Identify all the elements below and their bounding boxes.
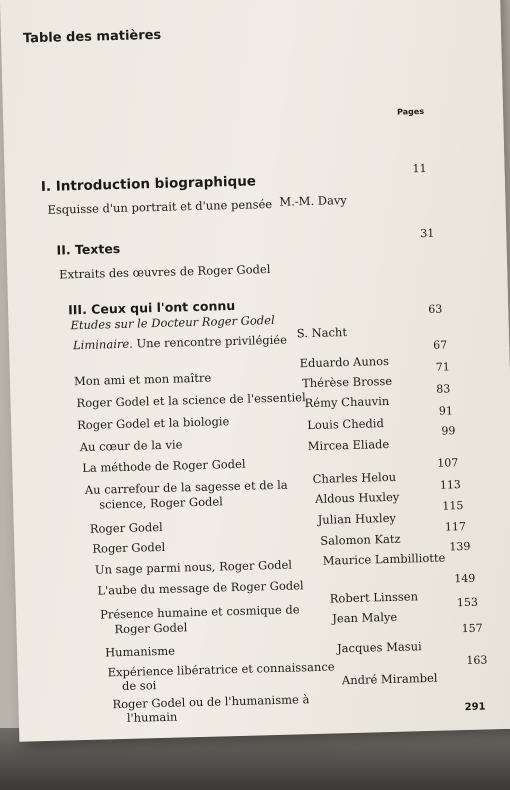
entry-page: 117 (444, 519, 467, 534)
entry-author: Louis Chedid (307, 416, 385, 433)
entry-author: M.-M. Davy (279, 192, 348, 209)
entry-author: Aldous Huxley (314, 489, 400, 506)
entry-author: Julian Huxley (317, 510, 397, 527)
entry-title: Présence humaine et cosmique de (99, 602, 300, 622)
section-page: 11 (412, 161, 427, 176)
entry-page: 83 (436, 382, 451, 396)
entry-title-cont: science, Roger Godel (99, 494, 224, 512)
entry-page: 115 (442, 499, 464, 513)
entry-title: L'aube du message de Roger Godel (97, 578, 304, 598)
entry-page: 71 (435, 360, 450, 374)
entry-title: Expérience libératrice et connaissance (107, 659, 335, 680)
entry-page: 139 (449, 539, 471, 554)
entry-title: Un sage parmi nous, Roger Godel (94, 557, 293, 577)
liminaire-label: Liminaire. (72, 336, 134, 353)
entry-page: 91 (438, 404, 454, 418)
entry-author: Jean Malye (332, 609, 398, 626)
entry-title: Roger Godel et la science de l'essentiel (76, 390, 306, 411)
entry-author: André Mirambel (341, 670, 438, 688)
entry-author: Rémy Chauvin (304, 393, 390, 411)
entry-title: Extraits des œuvres de Roger Godel (59, 262, 271, 282)
entry-title: Roger Godel (92, 539, 166, 556)
pages-header: Pages (396, 106, 425, 117)
entry-title: Au carrefour de la sagesse et de la (84, 477, 288, 497)
entry-title: Mon ami et mon maître (73, 370, 212, 389)
toc-title: Table des matières (22, 27, 162, 47)
entry-page: 67 (433, 338, 448, 352)
entry-author: Charles Helou (312, 469, 397, 486)
entry-title: Esquisse d'un portrait et d'une pensée (47, 196, 273, 217)
section-page: 31 (420, 226, 435, 241)
entry-title-cont: l'humain (126, 709, 178, 725)
entry-title: Humanisme (104, 643, 176, 660)
entry-title-cont: Roger Godel (114, 620, 188, 637)
liminaire-text: Une rencontre privilégiée (132, 332, 288, 351)
entry-author: Robert Linssen (329, 589, 419, 606)
entry-page: 107 (437, 456, 459, 470)
entry-title: Roger Godel et la biologie (76, 414, 230, 433)
entry-title-cont: de soi (121, 678, 157, 694)
section-heading: I. Introduction biographique (40, 173, 257, 195)
entry-author: S. Nacht (296, 325, 348, 341)
entry-title: La méthode de Roger Godel (82, 456, 246, 476)
section-heading: III. Ceux qui l'ont connu (67, 297, 236, 318)
entry-page: 63 (428, 302, 443, 316)
entry-page: 149 (454, 571, 476, 586)
entry-page: 113 (439, 478, 462, 492)
entry-author: Eduardo Aunos (299, 353, 390, 371)
entry-author: Salomon Katz (320, 531, 401, 548)
entry-title: Etudes sur le Docteur Roger Godel (70, 312, 275, 333)
entry-page: 157 (461, 621, 483, 636)
entry-title (73, 333, 287, 353)
entry-title: Roger Godel ou de l'humanisme à (112, 692, 310, 712)
entry-author: Maurice Lambilliotte (322, 550, 446, 568)
entry-author: Mircea Eliade (307, 436, 390, 454)
entry-page: 99 (441, 424, 456, 438)
entry-title: Roger Godel (89, 519, 163, 536)
entry-page: 163 (466, 653, 488, 668)
entry-page: 153 (456, 595, 479, 610)
entry-title: Au cœur de la vie (79, 437, 183, 455)
entry-author: Jacques Masui (336, 639, 422, 656)
section-heading: II. Textes (56, 240, 121, 258)
entry-author: Thérèse Brosse (301, 373, 393, 391)
